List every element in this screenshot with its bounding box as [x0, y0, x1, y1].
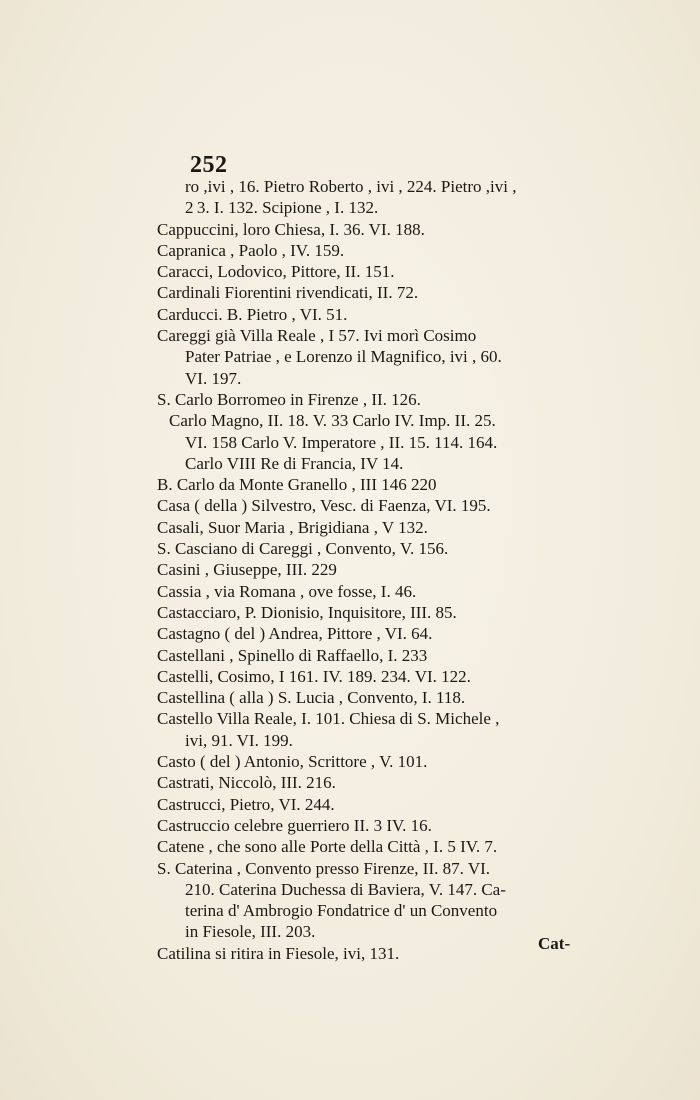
- index-entry: Carlo Magno, II. 18. V. 33 Carlo IV. Imp. II. 25.: [169, 411, 496, 431]
- index-entry: Castelli, Cosimo, I 161. IV. 189. 234. VI. 122.: [157, 666, 471, 686]
- index-entry: Castellina ( alla ) S. Lucia , Convento, I. 118.: [157, 688, 466, 708]
- index-entry: Catilina si ritira in Fiesole, ivi, 131.: [157, 943, 400, 963]
- index-line: 210. Caterina Duchessa di Baviera, V. 147. Ca-: [185, 879, 506, 899]
- index-entry: Castagno ( del ) Andrea, Pittore , VI. 64.: [157, 624, 433, 644]
- index-line: ivi, 91. VI. 199.: [185, 730, 293, 750]
- index-entry: S. Caterina , Convento presso Firenze, II. 87. VI.: [157, 858, 491, 878]
- catchword: Cat-: [538, 934, 571, 953]
- index-line: 2 3. I. 132. Scipione , I. 132.: [185, 198, 379, 218]
- page-number: 252: [190, 152, 228, 178]
- index-entry: Carducci. B. Pietro , VI. 51.: [157, 304, 348, 324]
- index-entry: Careggi già Villa Reale , I 57. Ivi morì Cosimo: [157, 326, 477, 346]
- index-entry: Castrucci, Pietro, VI. 244.: [157, 794, 335, 814]
- index-entry: Castacciaro, P. Dionisio, Inquisitore, III. 85.: [157, 602, 457, 622]
- index-line: ro ,ivi , 16. Pietro Roberto , ivi , 224. Pietro ,ivi ,: [185, 177, 517, 196]
- index-entry: Castello Villa Reale, I. 101. Chiesa di S. Michele ,: [157, 709, 500, 729]
- index-entry: Cassia , via Romana , ove fosse, I. 46.: [157, 581, 417, 601]
- index-entry: Casali, Suor Maria , Brigidiana , V 132.: [157, 517, 428, 537]
- index-entry: Catene , che sono alle Porte della Città , I. 5 IV. 7.: [157, 837, 498, 857]
- index-entry: Casa ( della ) Silvestro, Vesc. di Faenza, VI. 195.: [157, 496, 491, 516]
- index-entry: S. Casciano di Careggi , Convento, V. 156.: [157, 539, 449, 559]
- index-line: VI. 197.: [185, 368, 242, 388]
- index-line: Pater Patriae , e Lorenzo il Magnifico, ivi , 60.: [185, 347, 502, 367]
- index-entry: Casini , Giuseppe, III. 229: [157, 560, 337, 580]
- index-entry: Castellani , Spinello di Raffaello, I. 233: [157, 645, 428, 665]
- index-line: Carlo VIII Re di Francia, IV 14.: [185, 453, 404, 473]
- index-entry: Castruccio celebre guerriero II. 3 IV. 16.: [157, 815, 432, 835]
- index-entry: Capranica , Paolo , IV. 159.: [157, 240, 345, 260]
- index-line: VI. 158 Carlo V. Imperatore , II. 15. 114. 164.: [185, 432, 498, 452]
- index-entry: Cappuccini, loro Chiesa, I. 36. VI. 188.: [157, 219, 425, 239]
- index-line: in Fiesole, III. 203.: [185, 922, 316, 942]
- index-entries: [157, 176, 602, 964]
- index-entry: S. Carlo Borromeo in Firenze , II. 126.: [157, 389, 421, 409]
- index-line: terina d' Ambrogio Fondatrice d' un Convento: [185, 901, 498, 921]
- index-entry: B. Carlo da Monte Granello , III 146 220: [157, 475, 437, 495]
- index-entry: Caracci, Lodovico, Pittore, II. 151.: [157, 262, 395, 282]
- index-entry: Castrati, Niccolò, III. 216.: [157, 773, 336, 793]
- index-entry: Casto ( del ) Antonio, Scrittore , V. 101.: [157, 752, 428, 772]
- index-entry: Cardinali Fiorentini rivendicati, II. 72.: [157, 283, 419, 303]
